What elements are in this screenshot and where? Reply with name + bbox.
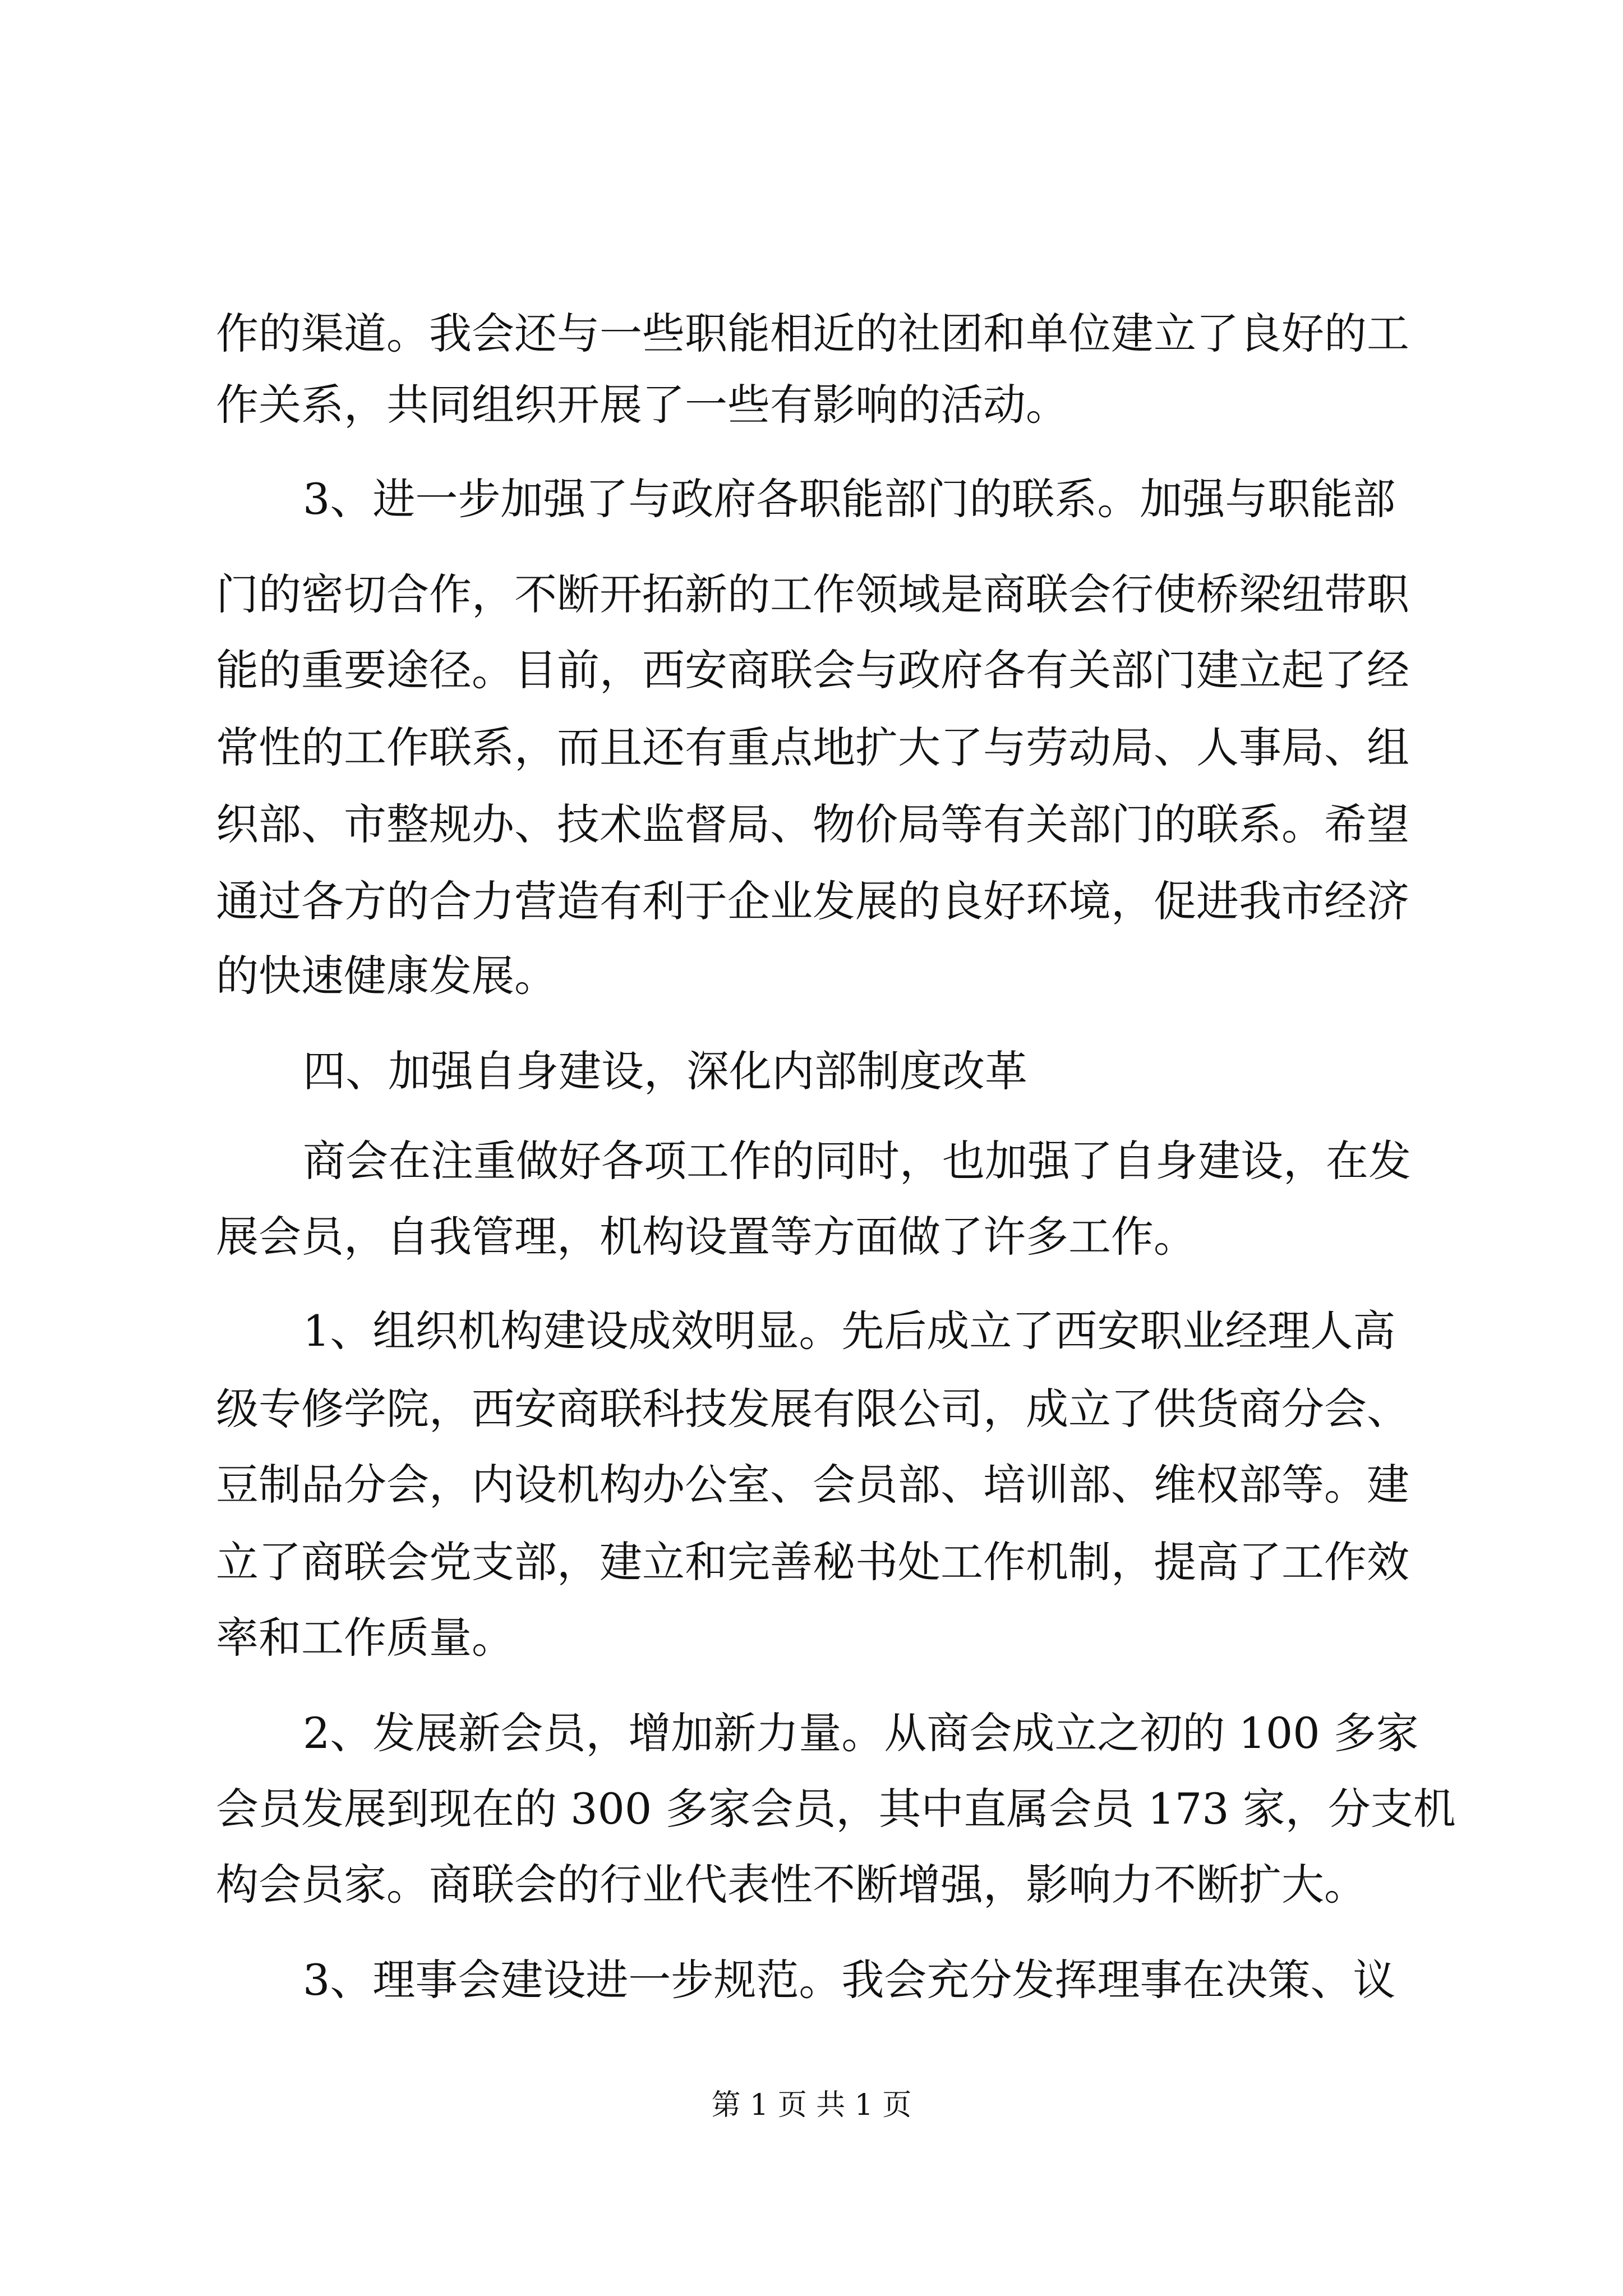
section-heading: 四、加强自身建设，深化内部制度改革 <box>303 1046 1027 1096</box>
text-line: 3、进一步加强了与政府各职能部门的联系。加强与职能部 <box>303 474 1396 524</box>
text-line: 率和工作质量。 <box>216 1613 514 1663</box>
text-line: 门的密切合作，不断开拓新的工作领域是商联会行使桥梁纽带职 <box>216 569 1409 619</box>
text-line: 作关系，共同组织开展了一些有影响的活动。 <box>216 380 1068 430</box>
text-line: 会员发展到现在的 300 多家会员，其中直属会员 173 家，分支机 <box>216 1784 1456 1834</box>
text-line: 立了商联会党支部，建立和完善秘书处工作机制，提高了工作效 <box>216 1537 1409 1587</box>
text-line: 1、组织机构建设成效明显。先后成立了西安职业经理人高 <box>303 1306 1396 1356</box>
text-line: 常性的工作联系，而且还有重点地扩大了与劳动局、人事局、组 <box>216 723 1409 772</box>
text-line: 2、发展新会员，增加新力量。从商会成立之初的 100 多家 <box>303 1708 1419 1758</box>
text-line: 能的重要途径。目前，西安商联会与政府各有关部门建立起了经 <box>216 645 1409 695</box>
text-line: 作的渠道。我会还与一些职能相近的社团和单位建立了良好的工 <box>216 309 1409 358</box>
text-line: 豆制品分会，内设机构办公室、会员部、培训部、维权部等。建 <box>216 1460 1409 1510</box>
page-footer: 第 1 页 共 1 页 <box>711 2088 912 2122</box>
text-line: 级专修学院，西安商联科技发展有限公司，成立了供货商分会、 <box>216 1384 1409 1434</box>
text-line: 构会员家。商联会的行业代表性不断增强，影响力不断扩大。 <box>216 1860 1367 1910</box>
text-line: 通过各方的合力营造有利于企业发展的良好环境，促进我市经济 <box>216 876 1409 926</box>
text-line: 展会员，自我管理，机构设置等方面做了许多工作。 <box>216 1212 1196 1262</box>
text-line: 的快速健康发展。 <box>216 951 557 1001</box>
text-line: 织部、市整规办、技术监督局、物价局等有关部门的联系。希望 <box>216 799 1409 849</box>
text-line: 3、理事会建设进一步规范。我会充分发挥理事在决策、议 <box>303 1955 1396 2005</box>
text-line: 商会在注重做好各项工作的同时，也加强了自身建设，在发 <box>303 1136 1411 1186</box>
